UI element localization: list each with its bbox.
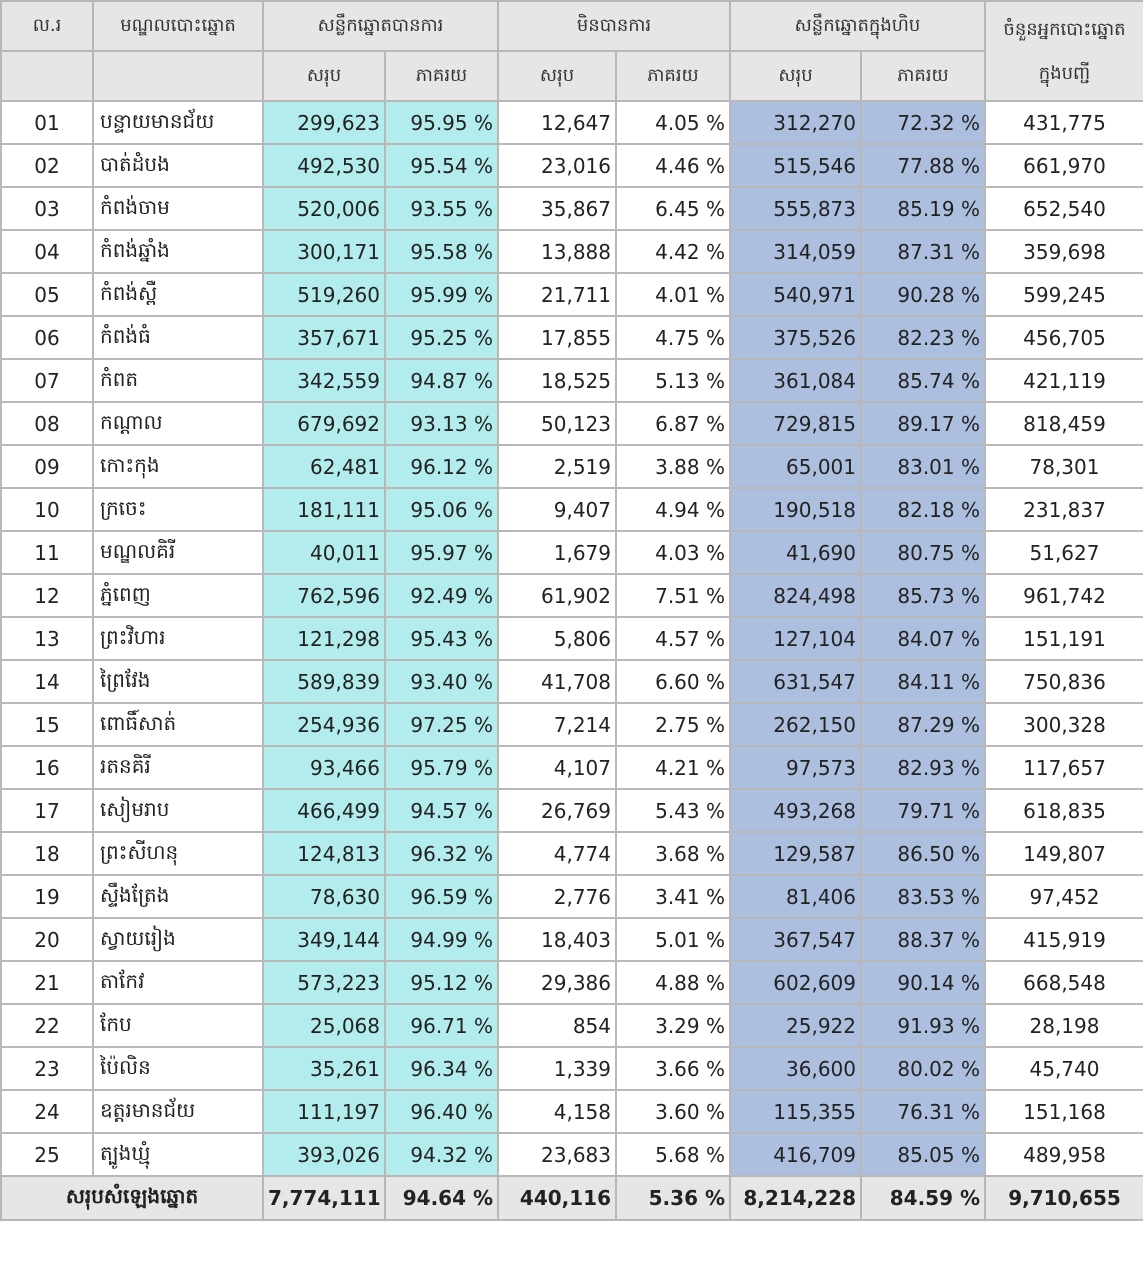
cell-valid-percent: 95.54 %: [385, 144, 498, 187]
cell-box-percent: 82.18 %: [861, 488, 985, 531]
table-row: [1, 789, 1143, 832]
cell-registered: 652,540: [985, 187, 1143, 230]
cell-valid-total: 111,197: [263, 1090, 385, 1133]
cell-invalid-percent: 3.41 %: [616, 875, 730, 918]
cell-valid-percent: 94.87 %: [385, 359, 498, 402]
cell-registered: 151,191: [985, 617, 1143, 660]
cell-invalid-total: 26,769: [498, 789, 616, 832]
cell-valid-percent: 94.57 %: [385, 789, 498, 832]
cell-box-percent: 84.07 %: [861, 617, 985, 660]
cell-invalid-percent: 5.01 %: [616, 918, 730, 961]
cell-box-percent: 88.37 %: [861, 918, 985, 961]
cell-invalid-percent: 4.42 %: [616, 230, 730, 273]
cell-valid-percent: 96.71 %: [385, 1004, 498, 1047]
cell-invalid-percent: 4.57 %: [616, 617, 730, 660]
cell-invalid-total: 61,902: [498, 574, 616, 617]
totals-valid-percent: 94.64 %: [385, 1176, 498, 1220]
cell-box-percent: 85.74 %: [861, 359, 985, 402]
cell-invalid-percent: 4.21 %: [616, 746, 730, 789]
header-valid-ballots: សន្លឹកឆ្នោតបានការ: [263, 1, 498, 51]
cell-box-percent: 86.50 %: [861, 832, 985, 875]
cell-invalid-percent: 5.13 %: [616, 359, 730, 402]
cell-invalid-percent: 3.68 %: [616, 832, 730, 875]
cell-invalid-total: 29,386: [498, 961, 616, 1004]
cell-box-total: 416,709: [730, 1133, 861, 1176]
cell-box-total: 129,587: [730, 832, 861, 875]
cell-invalid-percent: 6.87 %: [616, 402, 730, 445]
cell-registered: 661,970: [985, 144, 1143, 187]
cell-province: តាកែវ: [93, 961, 263, 1004]
cell-valid-total: 181,111: [263, 488, 385, 531]
cell-registered: 456,705: [985, 316, 1143, 359]
cell-registered: 415,919: [985, 918, 1143, 961]
cell-box-total: 41,690: [730, 531, 861, 574]
cell-no: 09: [1, 445, 93, 488]
header-invalid-percent: ភាគរយ: [616, 51, 730, 101]
cell-valid-percent: 96.12 %: [385, 445, 498, 488]
cell-invalid-percent: 4.75 %: [616, 316, 730, 359]
cell-registered: 28,198: [985, 1004, 1143, 1047]
cell-box-total: 515,546: [730, 144, 861, 187]
cell-invalid-total: 35,867: [498, 187, 616, 230]
cell-province: ត្បូងឃ្មុំ: [93, 1133, 263, 1176]
cell-invalid-total: 7,214: [498, 703, 616, 746]
cell-valid-total: 342,559: [263, 359, 385, 402]
table-row: [1, 488, 1143, 531]
cell-invalid-total: 21,711: [498, 273, 616, 316]
cell-registered: 818,459: [985, 402, 1143, 445]
table-footer: [1, 1176, 1143, 1220]
cell-invalid-percent: 4.05 %: [616, 101, 730, 144]
totals-invalid-percent: 5.36 %: [616, 1176, 730, 1220]
cell-box-total: 312,270: [730, 101, 861, 144]
cell-invalid-percent: 4.94 %: [616, 488, 730, 531]
table-body: [1, 101, 1143, 1176]
header-province: មណ្ឌលបោះឆ្នោត: [93, 1, 263, 51]
cell-invalid-percent: 4.46 %: [616, 144, 730, 187]
table-row: [1, 144, 1143, 187]
cell-invalid-percent: 2.75 %: [616, 703, 730, 746]
cell-box-percent: 91.93 %: [861, 1004, 985, 1047]
cell-invalid-total: 50,123: [498, 402, 616, 445]
table-row: [1, 1004, 1143, 1047]
cell-valid-total: 519,260: [263, 273, 385, 316]
cell-invalid-total: 4,158: [498, 1090, 616, 1133]
cell-invalid-percent: 3.29 %: [616, 1004, 730, 1047]
cell-box-percent: 85.05 %: [861, 1133, 985, 1176]
cell-valid-percent: 95.25 %: [385, 316, 498, 359]
cell-registered: 300,328: [985, 703, 1143, 746]
table-row: [1, 660, 1143, 703]
cell-box-total: 824,498: [730, 574, 861, 617]
header-box-total: សរុប: [730, 51, 861, 101]
header-registered-line2: ក្នុងបញ្ជី: [1038, 63, 1091, 84]
cell-invalid-percent: 4.88 %: [616, 961, 730, 1004]
table-row: [1, 273, 1143, 316]
cell-box-total: 631,547: [730, 660, 861, 703]
cell-no: 17: [1, 789, 93, 832]
cell-no: 02: [1, 144, 93, 187]
header-valid-percent: ភាគរយ: [385, 51, 498, 101]
cell-box-total: 65,001: [730, 445, 861, 488]
cell-box-percent: 87.29 %: [861, 703, 985, 746]
cell-invalid-total: 9,407: [498, 488, 616, 531]
cell-valid-total: 40,011: [263, 531, 385, 574]
cell-valid-total: 679,692: [263, 402, 385, 445]
cell-registered: 359,698: [985, 230, 1143, 273]
cell-invalid-total: 854: [498, 1004, 616, 1047]
cell-province: មណ្ឌលគិរី: [93, 531, 263, 574]
cell-registered: 599,245: [985, 273, 1143, 316]
cell-no: 24: [1, 1090, 93, 1133]
cell-no: 21: [1, 961, 93, 1004]
table-row: [1, 961, 1143, 1004]
cell-registered: 431,775: [985, 101, 1143, 144]
cell-no: 04: [1, 230, 93, 273]
cell-valid-percent: 97.25 %: [385, 703, 498, 746]
cell-valid-total: 357,671: [263, 316, 385, 359]
cell-valid-total: 121,298: [263, 617, 385, 660]
cell-valid-percent: 95.58 %: [385, 230, 498, 273]
cell-no: 08: [1, 402, 93, 445]
cell-valid-percent: 92.49 %: [385, 574, 498, 617]
cell-invalid-percent: 6.45 %: [616, 187, 730, 230]
totals-registered: 9,710,655: [985, 1176, 1143, 1220]
cell-invalid-total: 13,888: [498, 230, 616, 273]
table-row: [1, 746, 1143, 789]
cell-province: ក្រចេះ: [93, 488, 263, 531]
cell-registered: 489,958: [985, 1133, 1143, 1176]
cell-no: 10: [1, 488, 93, 531]
cell-box-total: 540,971: [730, 273, 861, 316]
cell-box-percent: 85.19 %: [861, 187, 985, 230]
cell-valid-percent: 94.32 %: [385, 1133, 498, 1176]
cell-valid-percent: 95.12 %: [385, 961, 498, 1004]
totals-label: សរុបសំឡេងឆ្នោត: [1, 1176, 263, 1220]
cell-box-percent: 82.93 %: [861, 746, 985, 789]
cell-valid-total: 520,006: [263, 187, 385, 230]
cell-box-percent: 83.01 %: [861, 445, 985, 488]
cell-no: 07: [1, 359, 93, 402]
header-no-empty: [1, 51, 93, 101]
cell-registered: 78,301: [985, 445, 1143, 488]
cell-valid-total: 492,530: [263, 144, 385, 187]
cell-province: កំពង់ធំ: [93, 316, 263, 359]
cell-box-total: 367,547: [730, 918, 861, 961]
table-row: [1, 101, 1143, 144]
cell-box-total: 81,406: [730, 875, 861, 918]
cell-box-percent: 83.53 %: [861, 875, 985, 918]
table-row: [1, 1047, 1143, 1090]
cell-invalid-percent: 5.43 %: [616, 789, 730, 832]
table-header: [1, 1, 1143, 101]
cell-valid-percent: 95.06 %: [385, 488, 498, 531]
cell-valid-total: 254,936: [263, 703, 385, 746]
table-row: [1, 445, 1143, 488]
cell-box-percent: 87.31 %: [861, 230, 985, 273]
cell-valid-total: 62,481: [263, 445, 385, 488]
header-valid-total: សរុប: [263, 51, 385, 101]
table-row: [1, 531, 1143, 574]
cell-valid-total: 124,813: [263, 832, 385, 875]
totals-box-percent: 84.59 %: [861, 1176, 985, 1220]
cell-registered: 668,548: [985, 961, 1143, 1004]
cell-invalid-total: 2,519: [498, 445, 616, 488]
cell-box-total: 262,150: [730, 703, 861, 746]
cell-no: 06: [1, 316, 93, 359]
cell-box-percent: 80.02 %: [861, 1047, 985, 1090]
cell-box-total: 314,059: [730, 230, 861, 273]
cell-box-percent: 89.17 %: [861, 402, 985, 445]
header-registered-line1: ចំនួនអ្នកបោះឆ្នោត: [1003, 19, 1126, 40]
cell-no: 15: [1, 703, 93, 746]
cell-valid-total: 466,499: [263, 789, 385, 832]
table-row: [1, 359, 1143, 402]
cell-invalid-total: 1,339: [498, 1047, 616, 1090]
table-row: [1, 832, 1143, 875]
cell-valid-percent: 94.99 %: [385, 918, 498, 961]
cell-province: ភ្នំពេញ: [93, 574, 263, 617]
cell-box-total: 190,518: [730, 488, 861, 531]
totals-invalid-total: 440,116: [498, 1176, 616, 1220]
table-row: [1, 1133, 1143, 1176]
cell-province: ព្រះសីហនុ: [93, 832, 263, 875]
header-invalid-ballots: មិនបានការ: [498, 1, 730, 51]
cell-invalid-total: 17,855: [498, 316, 616, 359]
cell-registered: 618,835: [985, 789, 1143, 832]
cell-box-percent: 76.31 %: [861, 1090, 985, 1133]
cell-invalid-total: 12,647: [498, 101, 616, 144]
cell-no: 03: [1, 187, 93, 230]
cell-no: 22: [1, 1004, 93, 1047]
header-no: ល.រ: [1, 1, 93, 51]
cell-registered: 117,657: [985, 746, 1143, 789]
cell-valid-percent: 96.32 %: [385, 832, 498, 875]
cell-box-total: 375,526: [730, 316, 861, 359]
cell-box-total: 115,355: [730, 1090, 861, 1133]
cell-invalid-percent: 4.03 %: [616, 531, 730, 574]
cell-registered: 961,742: [985, 574, 1143, 617]
table-row: [1, 1090, 1143, 1133]
cell-registered: 421,119: [985, 359, 1143, 402]
cell-invalid-total: 4,774: [498, 832, 616, 875]
cell-box-percent: 84.11 %: [861, 660, 985, 703]
cell-no: 19: [1, 875, 93, 918]
cell-box-percent: 90.28 %: [861, 273, 985, 316]
cell-valid-percent: 95.43 %: [385, 617, 498, 660]
cell-no: 05: [1, 273, 93, 316]
cell-box-total: 361,084: [730, 359, 861, 402]
cell-valid-percent: 93.55 %: [385, 187, 498, 230]
cell-registered: 151,168: [985, 1090, 1143, 1133]
cell-invalid-total: 18,403: [498, 918, 616, 961]
cell-no: 01: [1, 101, 93, 144]
cell-invalid-total: 23,683: [498, 1133, 616, 1176]
cell-valid-percent: 96.59 %: [385, 875, 498, 918]
header-box-percent: ភាគរយ: [861, 51, 985, 101]
cell-box-percent: 72.32 %: [861, 101, 985, 144]
cell-valid-percent: 95.97 %: [385, 531, 498, 574]
cell-province: កំពត: [93, 359, 263, 402]
cell-box-total: 602,609: [730, 961, 861, 1004]
cell-box-percent: 85.73 %: [861, 574, 985, 617]
cell-invalid-total: 4,107: [498, 746, 616, 789]
cell-valid-percent: 93.40 %: [385, 660, 498, 703]
cell-valid-total: 35,261: [263, 1047, 385, 1090]
cell-province: ពោធិ៍សាត់: [93, 703, 263, 746]
cell-no: 16: [1, 746, 93, 789]
cell-registered: 231,837: [985, 488, 1143, 531]
cell-valid-percent: 95.95 %: [385, 101, 498, 144]
cell-invalid-percent: 3.60 %: [616, 1090, 730, 1133]
cell-valid-total: 573,223: [263, 961, 385, 1004]
cell-registered: 51,627: [985, 531, 1143, 574]
cell-valid-total: 762,596: [263, 574, 385, 617]
totals-box-total: 8,214,228: [730, 1176, 861, 1220]
cell-province: ឧត្តរមានជ័យ: [93, 1090, 263, 1133]
cell-no: 14: [1, 660, 93, 703]
cell-valid-percent: 95.99 %: [385, 273, 498, 316]
cell-box-total: 36,600: [730, 1047, 861, 1090]
cell-invalid-percent: 3.88 %: [616, 445, 730, 488]
cell-province: កែប: [93, 1004, 263, 1047]
cell-invalid-total: 5,806: [498, 617, 616, 660]
header-invalid-total: សរុប: [498, 51, 616, 101]
cell-province: កំពង់ឆ្នាំង: [93, 230, 263, 273]
table-row: [1, 617, 1143, 660]
cell-invalid-total: 18,525: [498, 359, 616, 402]
table-row: [1, 875, 1143, 918]
cell-no: 18: [1, 832, 93, 875]
cell-invalid-total: 41,708: [498, 660, 616, 703]
cell-valid-percent: 96.40 %: [385, 1090, 498, 1133]
table-row: [1, 402, 1143, 445]
cell-box-percent: 77.88 %: [861, 144, 985, 187]
cell-invalid-percent: 4.01 %: [616, 273, 730, 316]
cell-box-total: 127,104: [730, 617, 861, 660]
cell-province: បន្ទាយមានជ័យ: [93, 101, 263, 144]
cell-no: 23: [1, 1047, 93, 1090]
table-row: [1, 187, 1143, 230]
cell-province: កណ្តាល: [93, 402, 263, 445]
cell-province: កំពង់ស្ពឺ: [93, 273, 263, 316]
table-row: [1, 316, 1143, 359]
cell-valid-total: 589,839: [263, 660, 385, 703]
cell-box-percent: 80.75 %: [861, 531, 985, 574]
cell-province: ស្វាយរៀង: [93, 918, 263, 961]
table-row: [1, 703, 1143, 746]
cell-valid-total: 393,026: [263, 1133, 385, 1176]
cell-valid-percent: 93.13 %: [385, 402, 498, 445]
cell-box-total: 555,873: [730, 187, 861, 230]
table-row: [1, 230, 1143, 273]
cell-no: 13: [1, 617, 93, 660]
cell-province: បាត់ដំបង: [93, 144, 263, 187]
cell-box-percent: 79.71 %: [861, 789, 985, 832]
cell-no: 25: [1, 1133, 93, 1176]
cell-registered: 45,740: [985, 1047, 1143, 1090]
totals-row: [1, 1176, 1143, 1220]
cell-box-total: 729,815: [730, 402, 861, 445]
cell-valid-total: 300,171: [263, 230, 385, 273]
cell-no: 11: [1, 531, 93, 574]
cell-province: រតនគិរី: [93, 746, 263, 789]
cell-valid-total: 299,623: [263, 101, 385, 144]
header-registered-voters: [985, 1, 1143, 101]
cell-province: ព្រៃវែង: [93, 660, 263, 703]
cell-valid-total: 25,068: [263, 1004, 385, 1047]
table-row: [1, 574, 1143, 617]
header-province-empty: [93, 51, 263, 101]
cell-valid-total: 93,466: [263, 746, 385, 789]
cell-invalid-percent: 6.60 %: [616, 660, 730, 703]
cell-invalid-percent: 3.66 %: [616, 1047, 730, 1090]
cell-registered: 750,836: [985, 660, 1143, 703]
cell-province: សៀមរាប: [93, 789, 263, 832]
cell-registered: 97,452: [985, 875, 1143, 918]
cell-invalid-total: 1,679: [498, 531, 616, 574]
table-row: [1, 918, 1143, 961]
cell-invalid-percent: 5.68 %: [616, 1133, 730, 1176]
cell-registered: 149,807: [985, 832, 1143, 875]
cell-no: 12: [1, 574, 93, 617]
cell-valid-percent: 95.79 %: [385, 746, 498, 789]
cell-valid-percent: 96.34 %: [385, 1047, 498, 1090]
cell-no: 20: [1, 918, 93, 961]
cell-province: កោះកុង: [93, 445, 263, 488]
totals-valid-total: 7,774,111: [263, 1176, 385, 1220]
cell-box-total: 25,922: [730, 1004, 861, 1047]
cell-invalid-total: 2,776: [498, 875, 616, 918]
cell-province: កំពង់ចាម: [93, 187, 263, 230]
cell-invalid-total: 23,016: [498, 144, 616, 187]
cell-province: ស្ទឹងត្រែង: [93, 875, 263, 918]
cell-invalid-percent: 7.51 %: [616, 574, 730, 617]
cell-box-percent: 90.14 %: [861, 961, 985, 1004]
cell-box-total: 97,573: [730, 746, 861, 789]
cell-province: ប៉ៃលិន: [93, 1047, 263, 1090]
cell-box-total: 493,268: [730, 789, 861, 832]
cell-province: ព្រះវិហារ: [93, 617, 263, 660]
cell-box-percent: 82.23 %: [861, 316, 985, 359]
header-ballots-in-box: សន្លឹកឆ្នោតក្នុងហិប: [730, 1, 985, 51]
cell-valid-total: 349,144: [263, 918, 385, 961]
cell-valid-total: 78,630: [263, 875, 385, 918]
